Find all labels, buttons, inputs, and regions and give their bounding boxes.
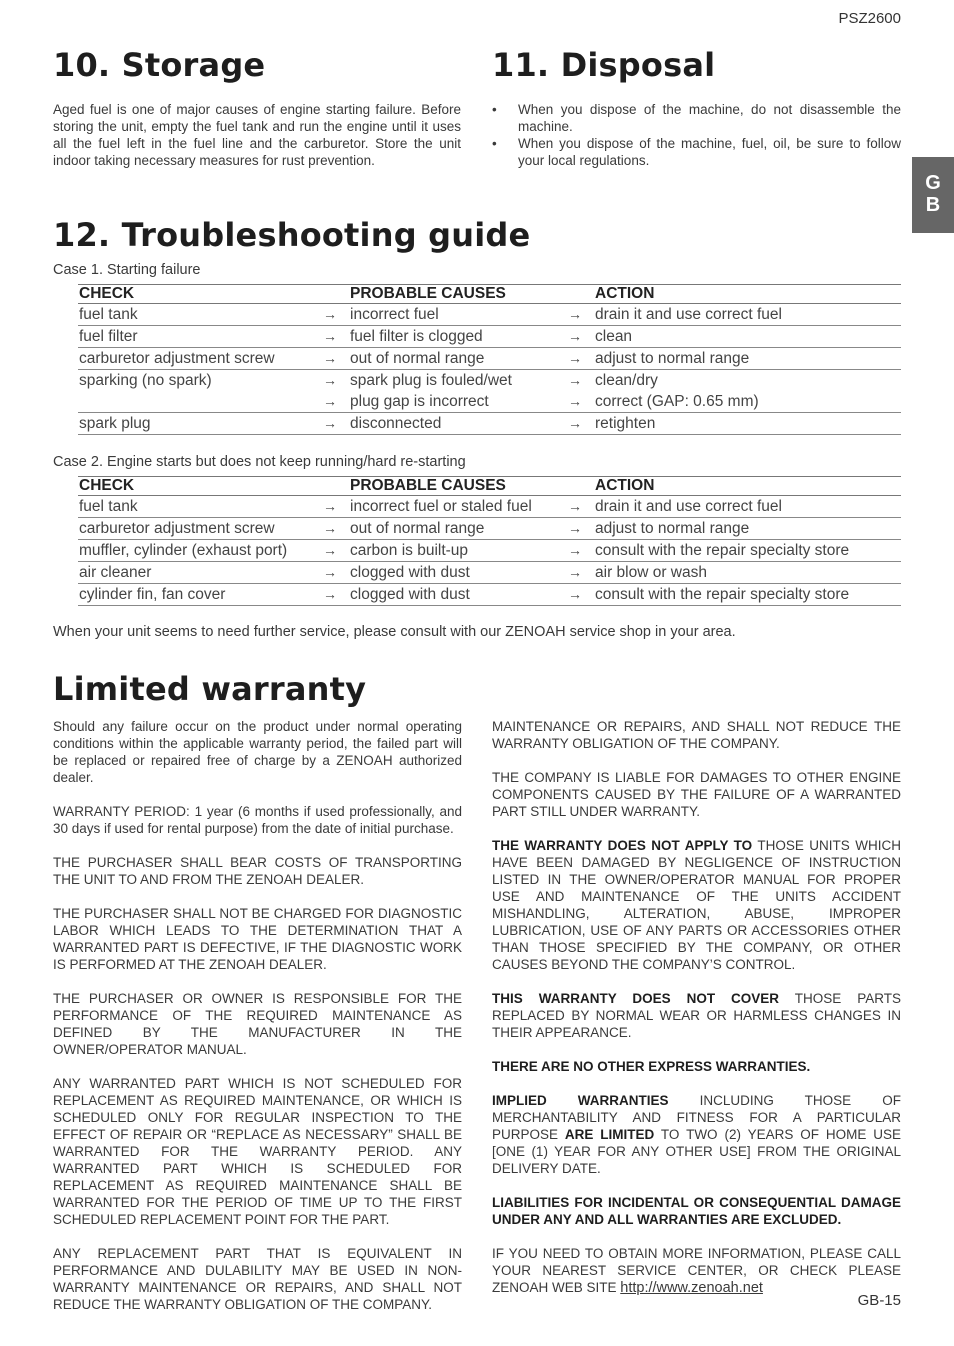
table-row: [78, 496, 901, 518]
arrow-icon: →: [323, 415, 337, 431]
check-cell: spark plug: [78, 413, 314, 435]
check-cell: carburetor adjustment screw: [78, 518, 314, 540]
check-cell: [78, 391, 314, 413]
warranty-paragraph: ANY REPLACEMENT PART THAT IS EQUIVALENT IN PERFORMANCE AND DULABILITY MAY BE USED IN NON-WARRANTY MAINTENANCE OR REPAIRS, AND SHALL NOT REDUCE THE WARRANTY OBLIGATION OF THE COMPANY.: [53, 1246, 462, 1312]
disposal-title: 11. Disposal: [492, 46, 716, 84]
action-cell: correct (GAP: 0.65 mm): [594, 391, 901, 413]
table-row: [78, 540, 901, 562]
arrow-icon: →: [323, 306, 337, 322]
check-cell: air cleaner: [78, 562, 314, 584]
table-row: [78, 326, 901, 348]
arrow-icon: →: [323, 520, 337, 536]
header-causes: PROBABLE CAUSES: [349, 477, 559, 496]
cause-cell: fuel filter is clogged: [349, 326, 559, 348]
service-note: When your unit seems to need further service, please consult with our ZENOAH service shop in your area.: [53, 624, 736, 640]
storage-text: Aged fuel is one of major causes of engine starting failure. Before storing the unit, empty the fuel tank and run the engine until it uses all the fuel left in the fuel line and the carburetor. Store the unit indoor taking necessary measures for rust prevention.: [53, 102, 461, 168]
arrow-icon: →: [323, 393, 337, 409]
table-row: [78, 562, 901, 584]
no-express-warranties: THERE ARE NO OTHER EXPRESS WARRANTIES.: [492, 1059, 811, 1074]
warranty-period-paragraph: [53, 803, 462, 837]
action-cell: clean: [594, 326, 901, 348]
warranty-paragraph: THE PURCHASER OR OWNER IS RESPONSIBLE FOR THE PERFORMANCE OF THE REQUIRED MAINTENANCE AS DEFINED BY THE MANUFACTURER IN THE OWNER/OPERATOR MANUAL.: [53, 991, 462, 1057]
warranty-column-right: [492, 718, 901, 1314]
warranty-not-cover-label: THIS WARRANTY DOES NOT COVER: [492, 991, 780, 1006]
page-number: GB-15: [857, 1292, 901, 1309]
implied-warranties-label: IMPLIED WARRANTIES: [492, 1093, 669, 1108]
liabilities-excluded: LIABILITIES FOR INCIDENTAL OR CONSEQUENTIAL DAMAGE UNDER ANY AND ALL WARRANTIES ARE EXCLUDED.: [492, 1195, 901, 1227]
arrow-icon: →: [568, 586, 582, 602]
arrow-icon: →: [568, 542, 582, 558]
arrow-icon: →: [323, 372, 337, 388]
cause-cell: plug gap is incorrect: [349, 391, 559, 413]
warranty-not-cover-text: THOSE PARTS REPLACED BY NORMAL WEAR OR HARMLESS CHANGES IN THEIR APPEARANCE.: [492, 991, 901, 1040]
warranty-paragraph-continued: MAINTENANCE OR REPAIRS, AND SHALL NOT REDUCE THE WARRANTY OBLIGATION OF THE COMPANY.: [492, 719, 901, 751]
cause-cell: disconnected: [349, 413, 559, 435]
model-number: PSZ2600: [838, 10, 901, 27]
table-row: [78, 348, 901, 370]
troubleshooting-title: 12. Troubleshooting guide: [53, 216, 531, 254]
arrow-icon: →: [323, 328, 337, 344]
action-cell: air blow or wash: [594, 562, 901, 584]
header-causes: PROBABLE CAUSES: [349, 285, 559, 304]
arrow-icon: →: [323, 350, 337, 366]
arrow-icon: →: [568, 498, 582, 514]
cause-cell: clogged with dust: [349, 562, 559, 584]
check-cell: fuel tank: [78, 496, 314, 518]
arrow-icon: →: [568, 306, 582, 322]
arrow-icon: →: [568, 520, 582, 536]
case2-table: [78, 476, 901, 606]
language-tab-letter-2: B: [925, 194, 941, 216]
table-row: [78, 584, 901, 606]
action-cell: adjust to normal range: [594, 518, 901, 540]
table-row: [78, 304, 901, 326]
action-cell: retighten: [594, 413, 901, 435]
case2-title: Case 2. Engine starts but does not keep running/hard re-starting: [53, 454, 466, 470]
warranty-column-left: [53, 718, 463, 1312]
check-cell: fuel tank: [78, 304, 314, 326]
language-tab-letter-1: G: [925, 172, 941, 194]
arrow-icon: →: [568, 328, 582, 344]
warranty-paragraph: [492, 1194, 901, 1228]
cause-cell: out of normal range: [349, 518, 559, 540]
check-cell: muffler, cylinder (exhaust port): [78, 540, 314, 562]
implied-warranties-paragraph: [492, 1092, 901, 1177]
arrow-icon: →: [568, 393, 582, 409]
check-cell: fuel filter: [78, 326, 314, 348]
arrow-icon: →: [323, 542, 337, 558]
table-row: [78, 518, 901, 540]
implied-warranties-text-2: TO TWO (2) YEARS OF HOME USE [ONE (1) YEAR FOR ANY OTHER USE] FROM THE ORIGINAL DELIVERY DATE.: [492, 1127, 901, 1176]
warranty-not-cover-paragraph: [492, 990, 901, 1041]
case1-title: Case 1. Starting failure: [53, 262, 201, 278]
header-action: ACTION: [594, 285, 901, 304]
arrow-icon: →: [323, 564, 337, 580]
contact-text: IF YOU NEED TO OBTAIN MORE INFORMATION, PLEASE CALL YOUR NEAREST SERVICE CENTER, OR CHECK PLEASE ZENOAH WEB SITE: [492, 1246, 901, 1295]
warranty-paragraph: ANY WARRANTED PART WHICH IS NOT SCHEDULED FOR REPLACEMENT AS REQUIRED MAINTENANCE, OR WHICH IS SCHEDULED ONLY FOR REGULAR INSPECTION TO THE EFFECT OF REPAIR OR “REPLACE AS NECESSARY” SHALL BE WARRANTED FOR THE WARRANTY PERIOD. ANY WARRANTED PART WHICH IS SCHEDULED FOR REPLACEMENT AS REQUIRED MAINTENANCE SHALL BE WARRANTED FOR THE PERIOD OF TIME UP TO THE FIRST SCHEDULED REPLACEMENT POINT FOR THE PART.: [53, 1076, 462, 1227]
warranty-exclusion-text: THOSE UNITS WHICH HAVE BEEN DAMAGED BY NEGLIGENCE OF INSTRUCTION LISTED IN THE OWNER/OPERATOR MANUAL FOR PROPER USE AND MAINTENANCE OF THE UNITS ACCIDENT MISHANDLING, ALTERATION, ABUSE, IMPROPER LUBRICATION, USE OF ANY PARTS OR ACCESSORIES OTHER THAN THOSE SPECIFIED BY THE COMPANY, OR OTHER CAUSES BEYOND THE COMPANY’S CONTROL.: [492, 838, 901, 972]
check-cell: sparking (no spark): [79, 372, 212, 389]
warranty-paragraph: [492, 1058, 901, 1075]
warranty-paragraph: THE COMPANY IS LIABLE FOR DAMAGES TO OTHER ENGINE COMPONENTS CAUSED BY THE FAILURE OF A WARRANTED PART STILL UNDER WARRANTY.: [492, 770, 901, 819]
header-action: ACTION: [594, 477, 901, 496]
disposal-bullet-1: • When you dispose of the machine, do not disassemble the machine.: [492, 101, 901, 135]
language-tab: [912, 157, 954, 233]
warranty-period-text: 1 year (6 months if used professionally, and 30 days if used for rental purpose) from the date of initial purchase.: [53, 804, 463, 836]
warranty-paragraph: THE PURCHASER SHALL NOT BE CHARGED FOR DIAGNOSTIC LABOR WHICH LEADS TO THE DETERMINATION THAT A WARRANTED PART IS DEFECTIVE, IF THE DIAGNOSTIC WORK IS PERFORMED AT THE ZENOAH DEALER.: [53, 906, 462, 972]
cause-cell: carbon is built-up: [349, 540, 559, 562]
action-cell: consult with the repair specialty store: [594, 584, 901, 606]
warranty-exclusion-paragraph: [492, 837, 901, 973]
are-limited-label: ARE LIMITED: [564, 1127, 655, 1142]
contact-paragraph: [492, 1245, 901, 1297]
check-cell: carburetor adjustment screw: [78, 348, 314, 370]
arrow-icon: →: [568, 415, 582, 431]
action-cell: adjust to normal range: [594, 348, 901, 370]
storage-title: 10. Storage: [53, 46, 266, 84]
arrow-icon: →: [568, 350, 582, 366]
cause-cell: incorrect fuel: [349, 304, 559, 326]
implied-warranties-text: INCLUDING THOSE OF MERCHANTABILITY AND FITNESS FOR A PARTICULAR PURPOSE: [492, 1093, 901, 1142]
table-row: [78, 370, 901, 392]
warranty-paragraph: Should any failure occur on the product under normal operating conditions within the applicable warranty period, the failed part will be replaced or repaired free of charge by a ZENOAH authorized dealer.: [53, 719, 462, 785]
action-cell: consult with the repair specialty store: [594, 540, 901, 562]
arrow-icon: →: [568, 564, 582, 580]
table-row: [78, 391, 901, 413]
warranty-paragraph: THE PURCHASER SHALL BEAR COSTS OF TRANSPORTING THE UNIT TO AND FROM THE ZENOAH DEALER.: [53, 855, 462, 887]
disposal-bullet-2: • When you dispose of the machine, fuel, oil, be sure to follow your local regulations.: [492, 135, 901, 169]
warranty-exclusion-label: THE WARRANTY DOES NOT APPLY TO: [492, 838, 753, 853]
cause-cell: spark plug is fouled/wet: [350, 372, 512, 389]
cause-cell: incorrect fuel or staled fuel: [349, 496, 559, 518]
disposal-list: [492, 101, 901, 169]
cause-cell: clogged with dust: [349, 584, 559, 606]
warranty-period-label: WARRANTY PERIOD:: [53, 804, 190, 819]
warranty-title: Limited warranty: [53, 670, 367, 708]
case1-table: [78, 284, 901, 435]
header-check: CHECK: [78, 477, 314, 496]
check-cell: cylinder fin, fan cover: [78, 584, 314, 606]
action-cell: drain it and use correct fuel: [594, 304, 901, 326]
table-row: [78, 413, 901, 435]
website-link[interactable]: http://www.zenoah.net: [620, 1280, 763, 1296]
header-check: CHECK: [78, 285, 314, 304]
arrow-icon: →: [568, 372, 582, 388]
cause-cell: out of normal range: [349, 348, 559, 370]
action-cell: clean/dry: [595, 372, 658, 389]
arrow-icon: →: [323, 498, 337, 514]
arrow-icon: →: [323, 586, 337, 602]
action-cell: drain it and use correct fuel: [594, 496, 901, 518]
